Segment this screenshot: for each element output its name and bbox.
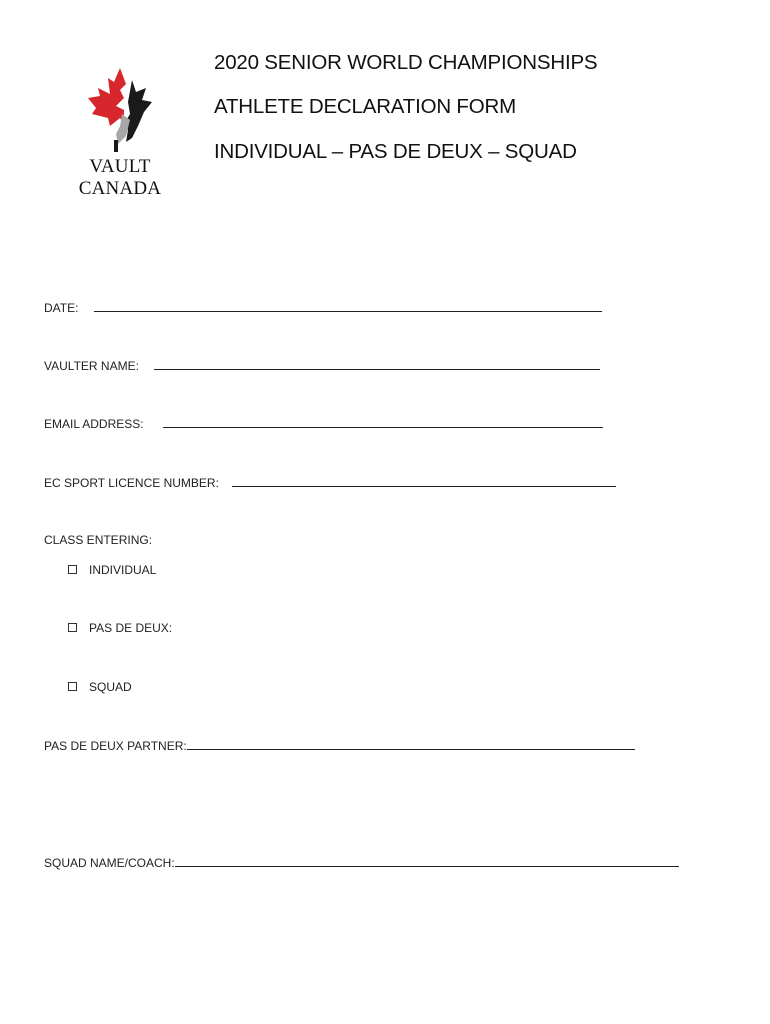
squad-coach-line[interactable] bbox=[175, 855, 679, 867]
form-title-line-3: INDIVIDUAL – PAS DE DEUX – SQUAD bbox=[214, 140, 577, 163]
form-title-line-1: 2020 SENIOR WORLD CHAMPIONSHIPS bbox=[214, 51, 598, 74]
email-field bbox=[44, 416, 603, 431]
logo-wordmark: VAULT CANADA bbox=[78, 156, 162, 199]
licence-number-label: EC SPORT LICENCE NUMBER: bbox=[44, 476, 219, 490]
date-label: DATE: bbox=[44, 301, 79, 315]
class-option-pas-de-deux-label: PAS DE DEUX: bbox=[89, 621, 173, 635]
vaulter-name-field bbox=[44, 358, 600, 373]
class-option-squad-label: SQUAD bbox=[89, 680, 132, 694]
email-line[interactable] bbox=[163, 416, 603, 428]
date-field bbox=[44, 300, 602, 315]
partner-label: PAS DE DEUX PARTNER: bbox=[44, 739, 187, 753]
maple-leaf-shape bbox=[88, 68, 126, 126]
class-entering-label: CLASS ENTERING: bbox=[44, 533, 153, 547]
vaulter-name-line[interactable] bbox=[154, 358, 600, 370]
date-line[interactable] bbox=[94, 300, 602, 312]
checkbox-icon[interactable] bbox=[68, 565, 77, 574]
licence-number-line[interactable] bbox=[232, 475, 616, 487]
class-option-pas-de-deux[interactable] bbox=[68, 621, 172, 635]
squad-coach-label: SQUAD NAME/COACH: bbox=[44, 856, 175, 870]
class-option-squad[interactable] bbox=[68, 680, 132, 694]
class-option-individual-label: INDIVIDUAL bbox=[89, 563, 157, 577]
form-title-line-2: ATHLETE DECLARATION FORM bbox=[214, 95, 516, 118]
squad-coach-field bbox=[44, 855, 679, 870]
class-option-individual[interactable] bbox=[68, 563, 156, 577]
vault-canada-logo bbox=[50, 66, 190, 199]
checkbox-icon[interactable] bbox=[68, 682, 77, 691]
partner-line[interactable] bbox=[187, 738, 635, 750]
licence-number-field bbox=[44, 475, 616, 490]
checkbox-icon[interactable] bbox=[68, 623, 77, 632]
email-label: EMAIL ADDRESS: bbox=[44, 417, 144, 431]
maple-leaf-vaulter-icon bbox=[80, 66, 160, 156]
vaulter-figure-shape bbox=[124, 80, 152, 142]
partner-field bbox=[44, 738, 635, 753]
vaulter-name-label: VAULTER NAME: bbox=[44, 359, 139, 373]
